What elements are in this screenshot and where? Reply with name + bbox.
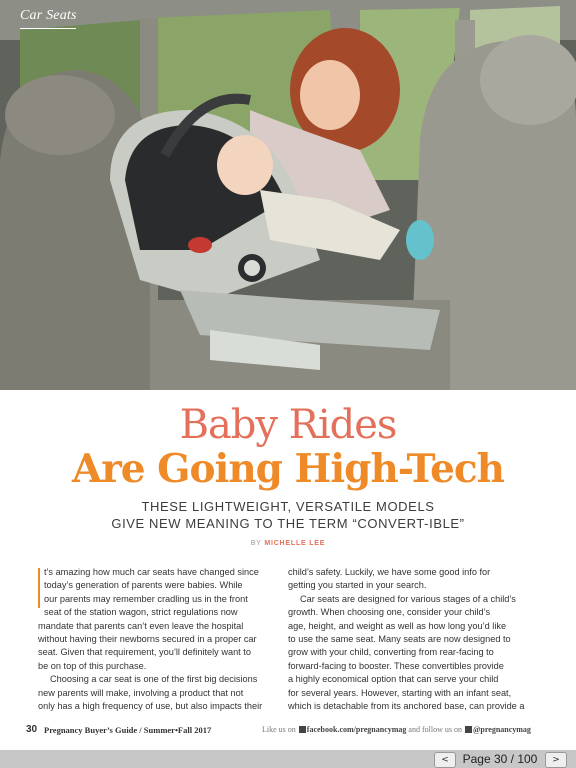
social-links: Like us on facebook.com/pregnancymag and follow us on @pregnancymag — [262, 725, 531, 734]
body-line: t’s amazing how much car seats have changed since — [44, 567, 259, 577]
twitter-link[interactable]: @pregnancymag — [472, 725, 531, 734]
body-line: which is detachable from its anchored base, can provide a — [288, 701, 525, 712]
body-column-right — [288, 566, 538, 713]
byline — [0, 540, 576, 547]
body-line: seat of the station wagon, strict regulations now — [44, 607, 238, 618]
headline-line-2: Are Going High-Tech — [71, 446, 504, 492]
next-page-button[interactable]: > — [545, 752, 567, 768]
page-navigation-bar — [0, 750, 576, 768]
body-line: Choosing a car seat is one of the first big decisions — [50, 674, 258, 685]
facebook-link[interactable]: facebook.com/pregnancymag — [306, 725, 407, 734]
body-line: forward-facing to booster. These convertibles provide — [288, 660, 504, 671]
body-line: our parents may remember cradling us in the front — [44, 593, 248, 604]
body-line: age, height, and weight as well as how long you’d like — [288, 620, 507, 631]
body-line: be on top of this purchase. — [38, 660, 147, 671]
body-line: only has a high frequency of use, but also impacts their — [38, 701, 263, 712]
subtitle-line-2: GIVE NEW MEANING TO THE TERM “CONVERT-IBLE” — [111, 516, 465, 531]
body-line: grow with your child, converting from rear-facing to — [288, 647, 494, 658]
prev-page-button[interactable]: < — [434, 752, 456, 768]
body-line: seat. Given that requirement, you’ll definitely want to — [38, 647, 251, 658]
section-rule — [20, 28, 76, 29]
subtitle-line-1: THESE LIGHTWEIGHT, VERSATILE MODELS — [141, 499, 435, 514]
section-label: Car Seats — [20, 8, 77, 23]
body-line: new parents will make, involving a product that not — [38, 687, 244, 698]
body-line: for several years. However, starting with an infant seat, — [288, 687, 512, 698]
page-indicator: Page 30 / 100 — [462, 752, 538, 766]
body-line: child’s safety. Luckily, we have some good info for — [288, 567, 491, 577]
twitter-icon — [465, 726, 472, 733]
page-footer — [0, 724, 576, 736]
facebook-icon — [299, 726, 306, 733]
body-line: getting you started in your search. — [288, 580, 427, 591]
subtitle — [0, 498, 576, 532]
body-line: today’s generation of parents were babies. While — [44, 580, 243, 591]
body-line: Car seats are designed for various stages of a child’s — [300, 593, 516, 604]
page-number: 30 — [26, 724, 38, 735]
body-line: without having their newborns secured in a proper car — [38, 634, 257, 645]
body-line: mandate that parents can’t even leave the hospital — [38, 620, 244, 631]
publication-name: Pregnancy Buyer’s Guide / Summer•Fall 2017 — [44, 725, 212, 735]
body-line: to use the same seat. Many seats are now designed to — [288, 634, 511, 645]
byline-prefix: BY — [250, 540, 262, 547]
byline-author: MICHELLE LEE — [264, 540, 326, 547]
body-line: growth. When choosing one, consider your child’s — [288, 607, 491, 618]
body-line: a highly economical option that can serve your child — [288, 674, 499, 685]
body-column-left — [38, 566, 274, 713]
headline-line-1: Baby Rides — [179, 402, 397, 448]
